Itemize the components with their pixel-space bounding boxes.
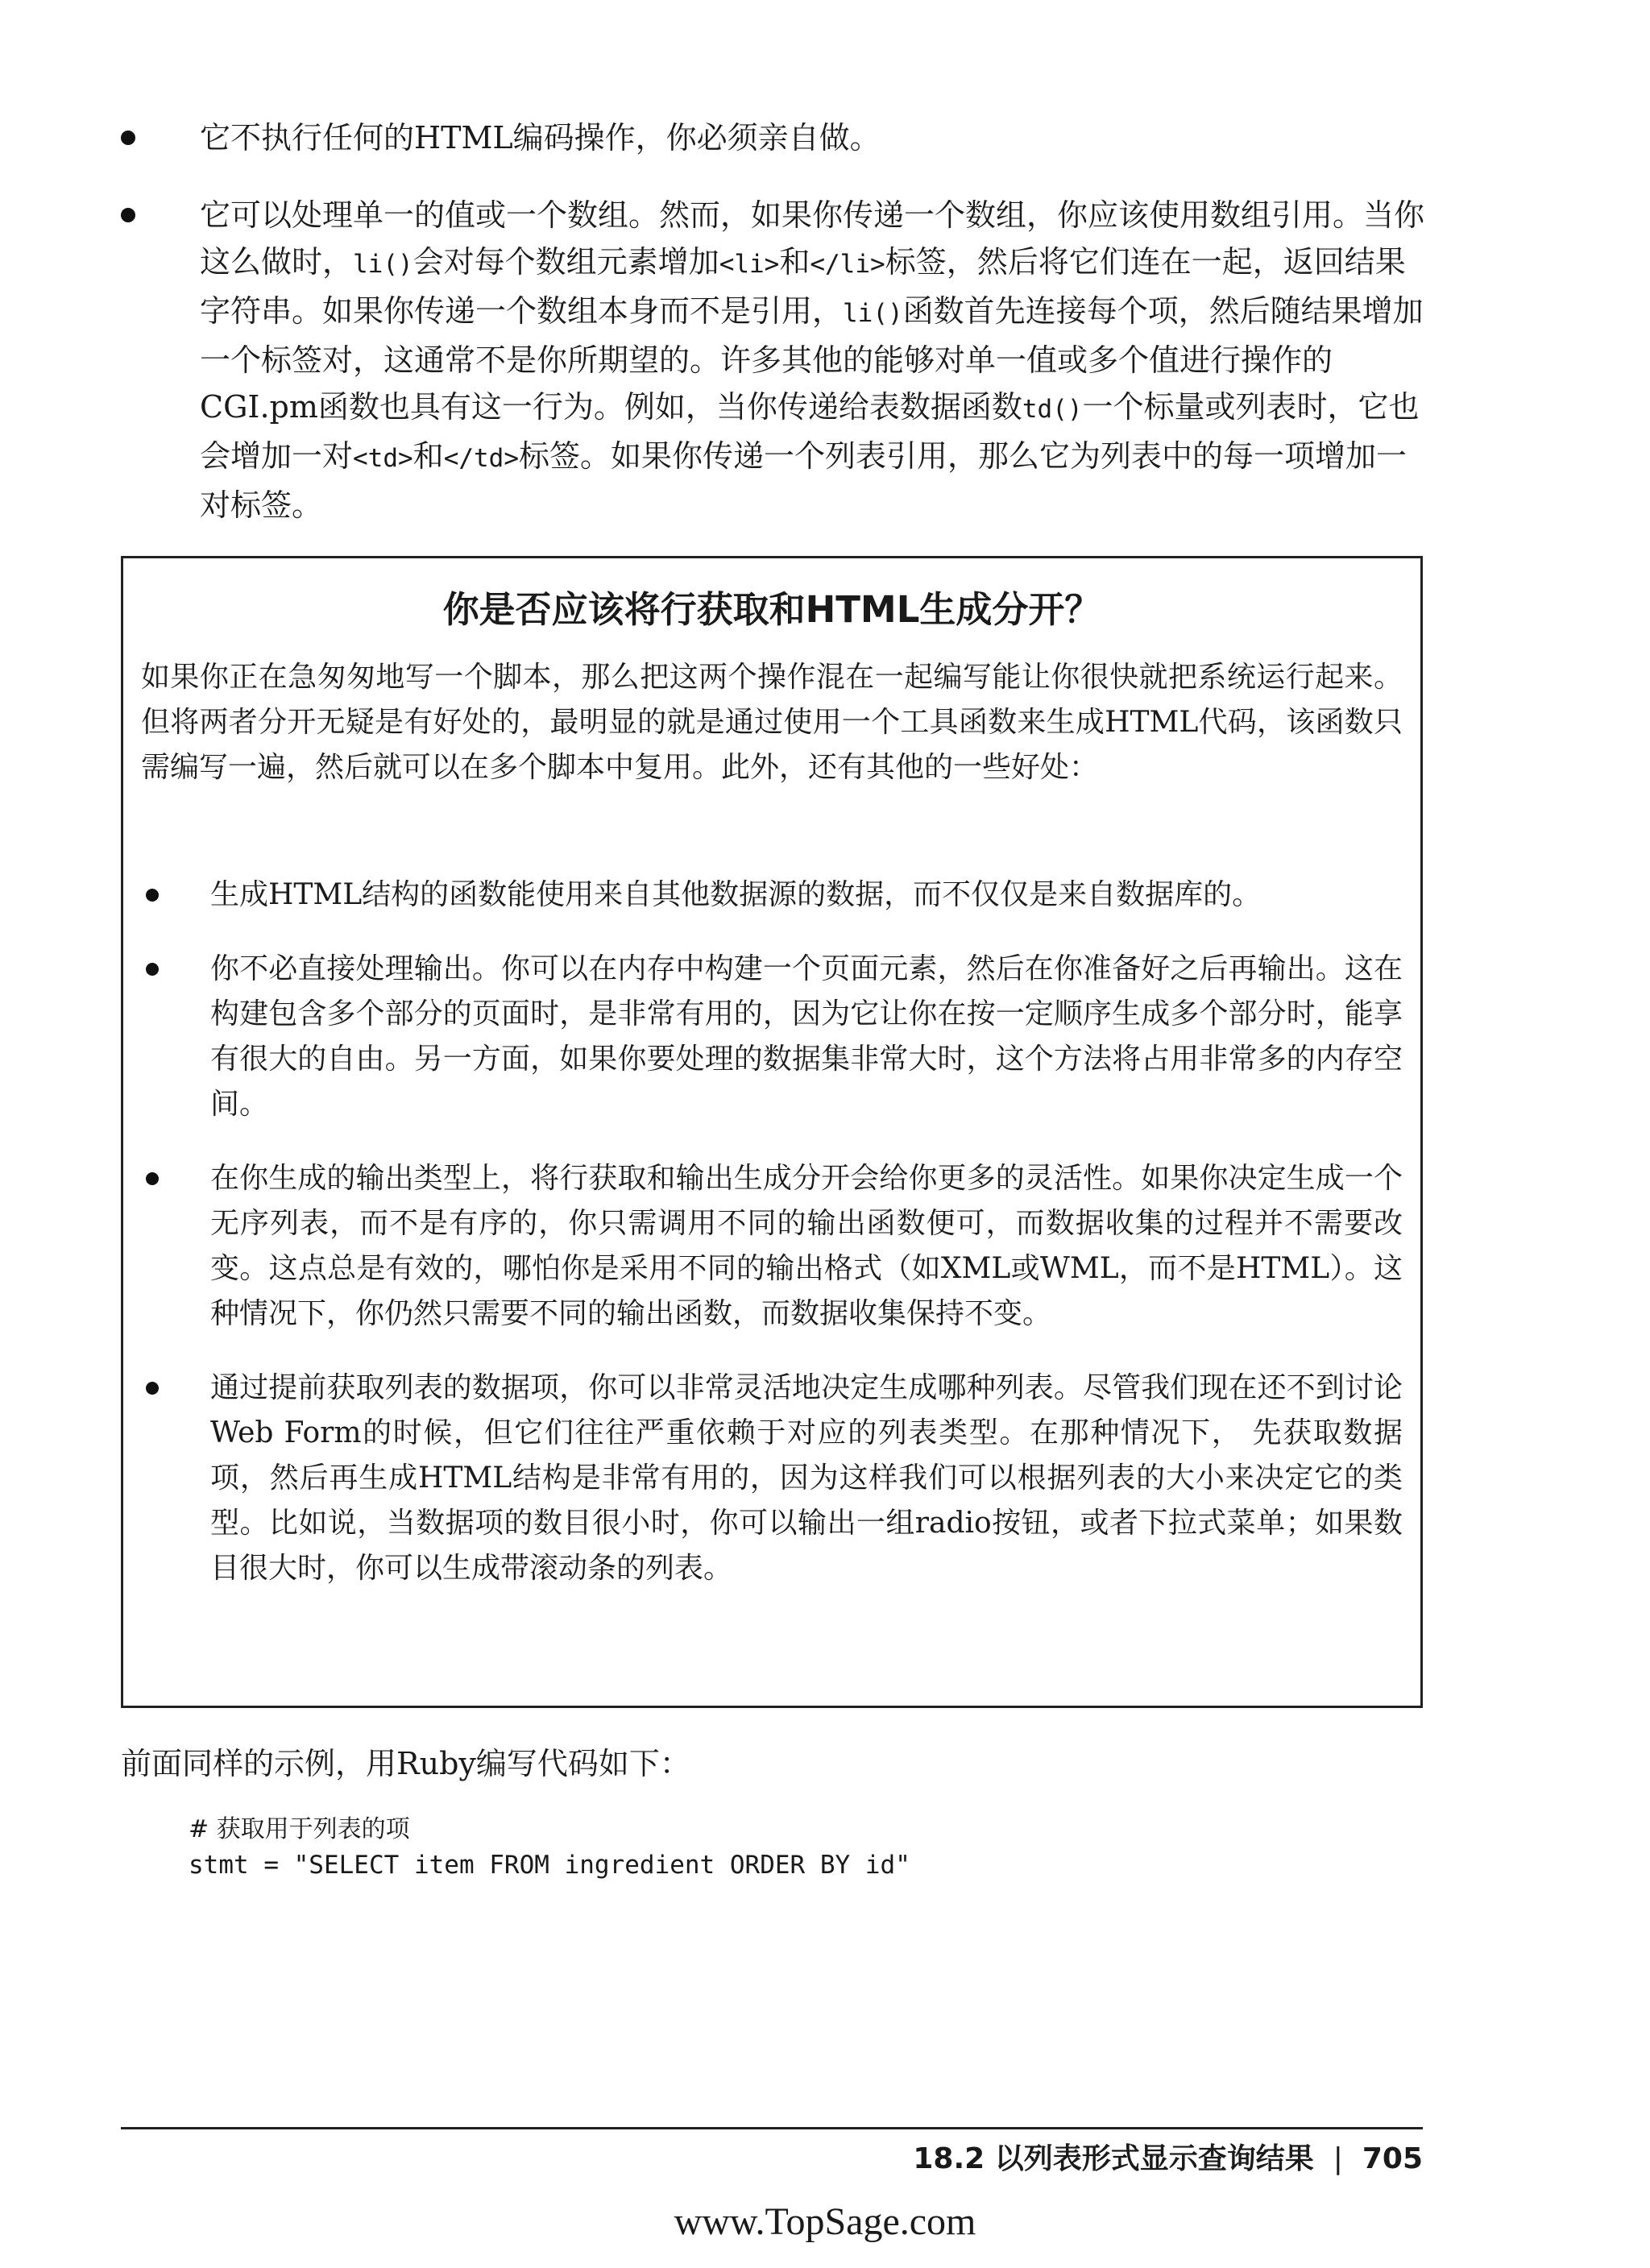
code-block (189, 1811, 910, 1883)
code-line: stmt = "SELECT item FROM ingredient ORDER BY id" (189, 1851, 910, 1880)
list-item (121, 114, 1426, 161)
bullet-icon (121, 131, 135, 145)
list-item-text: 在你生成的输出类型上，将行获取和输出生成分开会给你更多的灵活性。如果你决定生成一个无序列表，而不是有序的，你只需调用不同的输出函数便可，而数据收集的过程并不需要改变。这点总是有效的，哪怕你是采用不同的输出格式（如XML或WML，而不是HTML）。这种情况下，你仍然只需要不同的输出函数，而数据收集保持不变。 (210, 1162, 1403, 1330)
inline-code: li() (353, 250, 413, 279)
footer-section-title: 18.2 以列表形式显示查询结果 (913, 2142, 1314, 2175)
inline-code: td() (1022, 395, 1083, 424)
list-item (146, 873, 1403, 918)
list-item-text: 你不必直接处理输出。你可以在内存中构建一个页面元素，然后在你准备好之后再输出。这在构建包含多个部分的页面时，是非常有用的，因为它让你在按一定顺序生成多个部分时，能享有很大的自由。另一方面，如果你要处理的数据集非常大时，这个方法将占用非常多的内存空间。 (210, 952, 1403, 1121)
bullet-icon (146, 1172, 159, 1185)
footer-separator: | (1333, 2142, 1343, 2175)
list-item-text: 会对每个数组元素增加 (412, 244, 719, 280)
list-item-text: 和 (779, 244, 810, 280)
inline-code: </td> (443, 444, 520, 473)
list-item (146, 1156, 1403, 1337)
list-item-text: 标签，然后将它们连在一起，返回结果字符串。如果你传递一个数组本身而不是引用， (200, 244, 1406, 329)
inline-code: <li> (719, 250, 780, 279)
list-item-text: 生成HTML结构的函数能使用来自其他数据源的数据，而不仅仅是来自数据库的。 (210, 878, 1262, 911)
list-item-text: 标签。如果你传递一个列表引用，那么它为列表中的每一项增加一对标签。 (200, 438, 1407, 523)
sidebar-bullet-list (146, 873, 1403, 1620)
inline-code: </li> (810, 250, 885, 279)
bullet-icon (146, 963, 159, 976)
list-item-text: 它可以处理单一的值或一个数组。然而，如果你传递一个数组，你应该使用数组引用。当你这么做时， (200, 197, 1425, 280)
sidebar-intro: 如果你正在急匆匆地写一个脚本，那么把这两个操作混在一起编写能让你很快就把系统运行起来。但将两者分开无疑是有好处的，最明显的就是通过使用一个工具函数来生成HTML代码，该函数只需编写一遍，然后就可以在多个脚本中复用。此外，还有其他的一些好处： (141, 661, 1403, 784)
inline-code: <td> (353, 444, 413, 473)
bullet-icon (121, 208, 135, 222)
footer-divider (121, 2127, 1423, 2129)
list-item-text: 通过提前获取列表的数据项，你可以非常灵活地决定生成哪种列表。尽管我们现在还不到讨论Web Form的时候，但它们往往严重依赖于对应的列表类型。在那种情况下， 先获取数据项，然后再生成HTML结构是非常有用的，因为这样我们可以根据列表的大小来决定它的类型。比如说，当数据项的数目很小时，你可以输出一组radio按钮，或者下拉式菜单；如果数目很大时，你可以生成带滚动条的列表。 (210, 1371, 1403, 1585)
list-item-text: 它不执行任何的HTML编码操作，你必须亲自做。 (200, 120, 881, 155)
inline-code: li() (843, 299, 903, 328)
code-comment: # 获取用于列表的项 (189, 1815, 410, 1843)
list-item-text: 和 (412, 438, 444, 474)
list-item (146, 1366, 1403, 1591)
list-item (146, 947, 1403, 1127)
list-item-text: 一个标量或列表时，它也会增加一对 (200, 389, 1420, 474)
list-item (121, 192, 1426, 529)
bullet-icon (146, 1382, 159, 1395)
sidebar-title: 你是否应该将行获取和HTML生成分开？ (442, 588, 1101, 631)
page-number: 705 (1362, 2142, 1423, 2175)
top-bullet-list (121, 114, 1426, 559)
lead-paragraph: 前面同样的示例，用Ruby编写代码如下： (121, 1746, 690, 1781)
bullet-icon (146, 889, 159, 902)
list-item-text: 函数首先连接每个项，然后随结果增加一个标签对，这通常不是你所期望的。许多其他的能够对单一值或多个值进行操作的CGI.pm函数也具有这一行为。例如，当你传递给表数据函数 (200, 293, 1424, 425)
running-footer (913, 2139, 1423, 2179)
watermark: www.TopSage.com (674, 2200, 976, 2243)
sidebar-box (121, 556, 1423, 1708)
